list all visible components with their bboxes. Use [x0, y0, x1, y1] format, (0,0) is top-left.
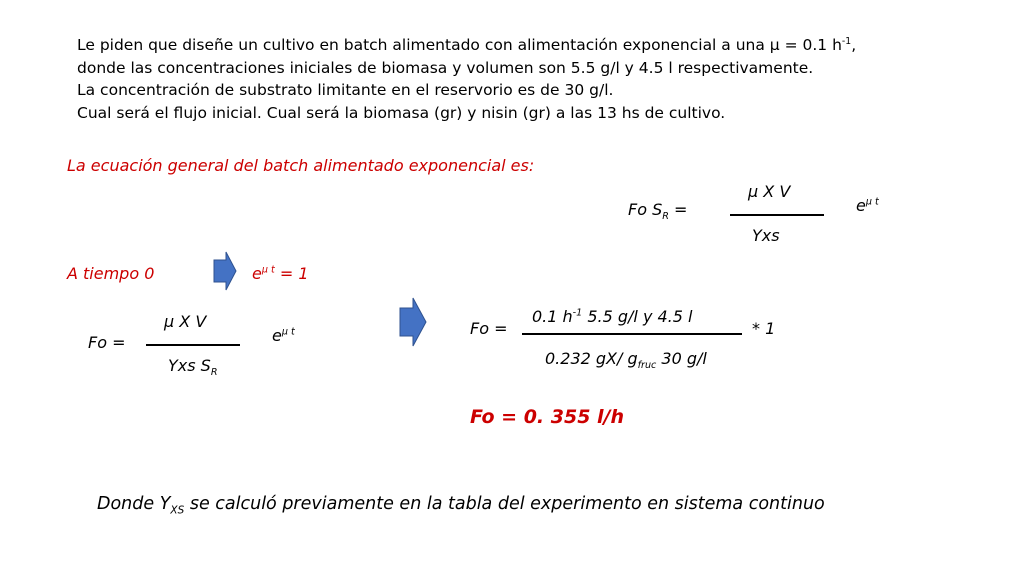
fo-formula-numerator: µ X V [164, 312, 207, 331]
fo-sub-num-rest: 5.5 g/l y 4.5 l [582, 307, 693, 326]
problem-line-3: La concentración de substrato limitante en el reservorio es de 30 g/l. [77, 81, 614, 99]
time-zero-equals-one: = 1 [274, 264, 309, 283]
fo-substituted-multiplier: * 1 [752, 319, 776, 338]
arrow-right-icon [398, 296, 428, 348]
general-exp-base: e [856, 196, 866, 215]
fo-formula-denominator [168, 356, 218, 379]
fo-formula-exponential [272, 326, 295, 345]
time-zero-exp-base: e [252, 264, 262, 283]
general-denominator: Yxs [752, 226, 780, 245]
problem-line-1-end: , [851, 36, 857, 54]
fo-substituted-denominator [545, 349, 707, 372]
fo-formula-den-sub: R [210, 367, 218, 379]
general-lhs-sub: R [662, 211, 669, 223]
general-lhs-equals: = [668, 200, 688, 219]
problem-line-1-text: Le piden que diseñe un cultivo en batch alimentado con alimentación exponencial a una µ = 0.1 h [77, 36, 842, 54]
general-lhs-text: Fo S [628, 200, 663, 219]
fo-formula-fraction-bar [146, 344, 240, 346]
footnote-text: se calculó previamente en la tabla del experimento en sistema continuo [184, 494, 825, 514]
problem-statement [77, 34, 856, 124]
time-zero-exp-sup: µ t [261, 264, 275, 276]
time-zero-label: A tiempo 0 [67, 264, 155, 283]
general-numerator: µ X V [748, 182, 791, 201]
fo-sub-num-sup: -1 [572, 307, 583, 319]
fo-result: Fo = 0. 355 l/h [470, 406, 625, 428]
general-exp-sup: µ t [865, 196, 879, 208]
arrow-right-icon [212, 250, 238, 292]
footnote [97, 494, 825, 517]
fo-formula-den-text: Yxs S [168, 356, 211, 375]
fo-formula-lhs: Fo = [88, 333, 126, 352]
problem-line-2: donde las concentraciones iniciales de biomasa y volumen son 5.5 g/l y 4.5 l respectivamente. [77, 58, 814, 77]
fo-substituted-fraction-bar [522, 333, 742, 335]
fo-substituted-lhs: Fo = [470, 319, 508, 338]
general-fraction-bar [730, 214, 824, 216]
fo-formula-exp-sup: µ t [281, 326, 295, 338]
fo-sub-den-sub: fruc [637, 360, 657, 372]
general-equation-lhs [628, 200, 688, 223]
problem-line-4: Cual será el flujo inicial. Cual será la biomasa (gr) y nisin (gr) a las 13 hs de cultivo. [77, 103, 726, 122]
problem-line-1 [77, 34, 856, 57]
fo-formula-exp-base: e [272, 326, 282, 345]
problem-line-1-sup: -1 [841, 35, 852, 47]
fo-sub-den-rest: 30 g/l [656, 349, 707, 368]
footnote-prefix: Donde Y [97, 494, 171, 514]
fo-sub-num-mu: 0.1 h [532, 307, 573, 326]
general-exponential [856, 196, 879, 215]
footnote-sub: XS [170, 504, 185, 517]
general-equation-heading: La ecuación general del batch alimentado exponencial es: [67, 156, 535, 175]
fo-substituted-numerator [532, 307, 692, 326]
fo-sub-den-yield: 0.232 gX/ g [545, 349, 638, 368]
time-zero-result [252, 264, 309, 283]
